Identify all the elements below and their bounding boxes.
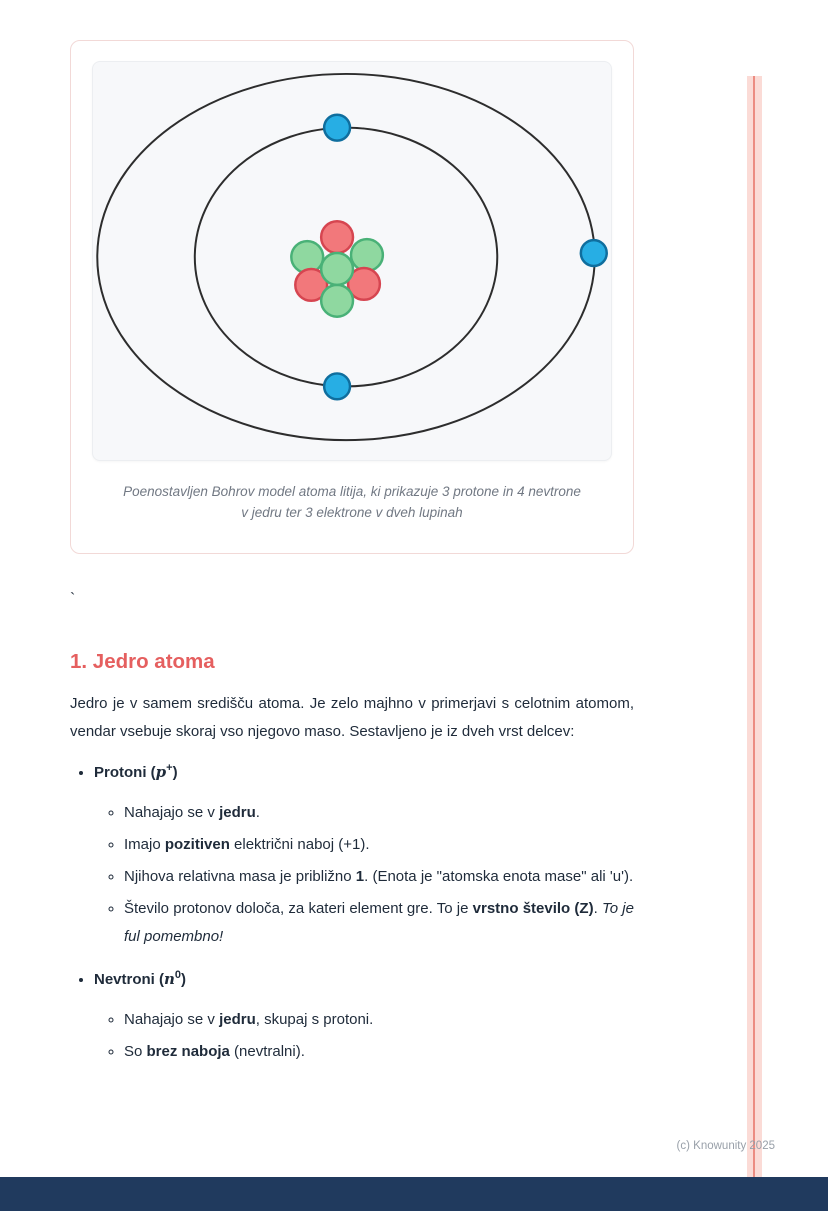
text-segment: , skupaj s protoni.: [255, 1011, 374, 1028]
list-item-protoni: [94, 758, 634, 951]
list-item: [124, 895, 634, 951]
electron-particle: [324, 373, 350, 399]
text-segment: vrstno število (Z): [472, 900, 594, 917]
text-segment: .: [593, 900, 602, 917]
text-segment: Nahajajo se v: [124, 804, 220, 821]
list-item: [124, 1038, 634, 1066]
text-segment: Njihova relativna masa je približno: [124, 868, 356, 885]
text-segment: Nahajajo se v: [124, 1011, 220, 1028]
neutron-charge-superscript: 0: [174, 969, 182, 981]
bohr-diagram: [92, 61, 612, 461]
text-segment: Nevtroni (: [94, 971, 165, 988]
particle-list: [70, 758, 634, 1066]
list-item: [124, 799, 634, 827]
protoni-label: [94, 764, 178, 781]
figure-card: [70, 40, 634, 554]
list-item: [124, 831, 634, 859]
stray-backtick: `: [70, 591, 76, 608]
text-segment: jedru: [219, 804, 256, 821]
caption-line: Poenostavljen Bohrov model atoma litija, ki prikazuje 3 protone in 4 nevtrone: [123, 484, 581, 499]
bohr-svg: [93, 62, 611, 460]
proton-particle: [321, 221, 353, 253]
bottom-page-bar: [0, 1177, 828, 1211]
text-segment: električni naboj (+1).: [229, 836, 370, 853]
page-edge-stripe: [747, 76, 762, 1177]
neutron-particle: [321, 253, 353, 285]
intro-paragraph: Jedro je v samem središču atoma. Je zelo majhno v primerjavi s celotnim atomom, vendar vsebuje skoraj vso njegovo maso. Sestavljeno je iz dveh vrst delcev:: [70, 695, 634, 740]
neutron-particle: [351, 239, 383, 271]
text-segment: ): [181, 971, 187, 988]
text-segment: Imajo: [124, 836, 165, 853]
page-edge-stripe-line: [753, 76, 755, 1177]
copyright-notice: (c) Knowunity 2025: [676, 1140, 775, 1152]
electron-particle: [324, 115, 350, 141]
neutron-particle: [321, 285, 353, 317]
text-segment: To je ful pomembno!: [124, 900, 634, 945]
neutron-particle: [291, 241, 323, 273]
list-item-nevtroni: [94, 965, 634, 1066]
text-segment: jedru: [219, 1011, 256, 1028]
text-segment: Število protonov določa, za kateri element gre. To je: [124, 900, 473, 917]
section-heading: 1. Jedro atoma: [70, 650, 215, 673]
text-segment: pozitiven: [164, 836, 230, 853]
list-item: [124, 1006, 634, 1034]
text-segment: ): [172, 764, 178, 781]
particle-lists: [70, 758, 634, 1066]
document-page: [0, 40, 828, 1211]
list-item: [124, 863, 634, 891]
text-segment: brez naboja: [146, 1043, 230, 1060]
text-segment: Protoni (: [94, 764, 156, 781]
text-segment: . (Enota je "atomska enota mase" ali 'u').: [364, 868, 634, 885]
text-segment: 1: [355, 868, 365, 885]
text-segment: So: [124, 1043, 147, 1060]
neutron-symbol: n: [164, 970, 175, 988]
nevtroni-label: [94, 971, 186, 988]
proton-symbol: p: [155, 763, 167, 781]
proton-charge-superscript: +: [166, 762, 173, 774]
text-segment: (nevtralni).: [229, 1043, 305, 1060]
figure-caption: [98, 481, 606, 523]
electron-particle: [581, 240, 607, 266]
text-segment: .: [255, 804, 260, 821]
caption-line: v jedru ter 3 elektrone v dveh lupinah: [241, 505, 463, 520]
nevtroni-sublist: [94, 1006, 634, 1066]
protoni-sublist: [94, 799, 634, 951]
